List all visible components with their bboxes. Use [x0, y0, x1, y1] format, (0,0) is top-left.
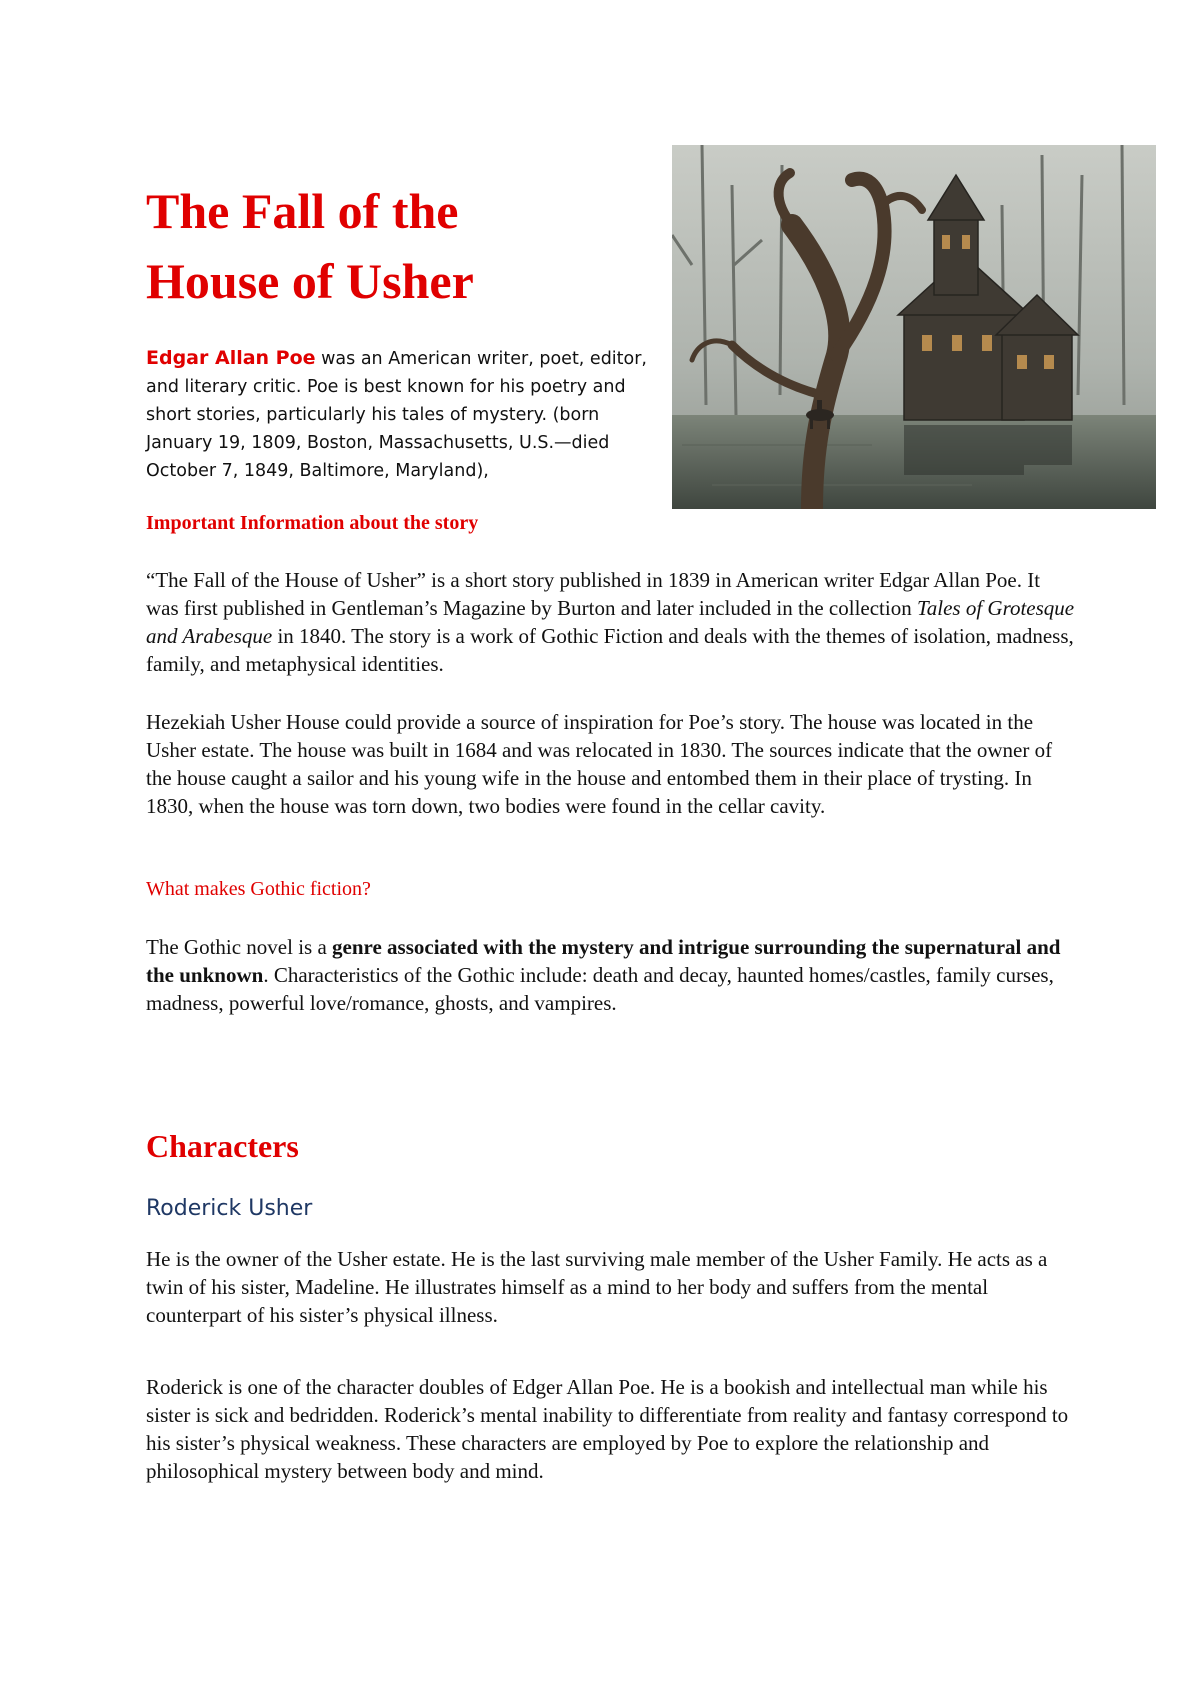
title-line-2: House of Usher [146, 253, 474, 309]
gothic-question-heading: What makes Gothic fiction? [146, 878, 371, 900]
gothic-paragraph [146, 933, 1076, 1017]
author-intro [146, 344, 666, 485]
roderick-heading: Roderick Usher [146, 1196, 313, 1221]
collection-title: Tales of Grotesque and Arabesque [146, 596, 1075, 648]
characters-heading: Characters [146, 1128, 299, 1164]
story-paragraph-1 [146, 566, 1076, 678]
paragraph-text: . Characteristics of the Gothic include: death and decay, haunted homes/castles, family curses, madness, powerful love/romance, ghosts, and vampires. [146, 963, 1054, 1015]
story-paragraph-2: Hezekiah Usher House could provide a source of inspiration for Poe’s story. The house was located in the Usher estate. The house was built in 1684 and was relocated in 1830. The sources indicate that the owner of the house caught a sailor and his young wife in the house and entombed them in their place of trysting. In 1830, when the house was torn down, two bodies were found in the cellar cavity. [146, 710, 1053, 818]
roderick-paragraph-2: Roderick is one of the character doubles of Edger Allan Poe. He is a bookish and intellectual man while his sister is sick and bedridden. Roderick’s mental inability to differentiate from reality and fantasy correspond to his sister’s physical weakness. These characters are employed by Poe to explore the relationship and philosophical mystery between body and mind. [146, 1375, 1069, 1483]
author-name: Edgar Allan Poe [146, 347, 316, 369]
genre-definition: genre associated with the mystery and intrigue surrounding the supernatural and the unknown [146, 935, 1061, 987]
author-intro-text: was an American writer, poet, editor, and literary critic. Poe is best known for his poetry and short stories, particularly his tales of mystery. (born January 19, 1809, Boston, Massachusetts, U.S.—died October 7, 1849, Baltimore, Maryland), [146, 349, 647, 481]
title-line-1: The Fall of the [146, 183, 459, 239]
paragraph-text: The Gothic novel is a [146, 935, 333, 959]
paragraph-text: “The Fall of the House of Usher” is a short story published in 1839 in American writer Edgar Allan Poe. It was first published in Gentleman’s Magazine by Burton and later included in the collection [146, 568, 1041, 620]
important-info-heading: Important Information about the story [146, 512, 479, 534]
document-title [146, 176, 666, 316]
haunted-house-illustration [672, 145, 1156, 509]
paragraph-text: in 1840. The story is a work of Gothic Fiction and deals with the themes of isolation, madness, family, and metaphysical identities. [146, 624, 1074, 676]
roderick-paragraph-1: He is the owner of the Usher estate. He is the last surviving male member of the Usher Family. He acts as a twin of his sister, Madeline. He illustrates himself as a mind to her body and suffers from the mental counterpart of his sister’s physical illness. [146, 1247, 1048, 1327]
